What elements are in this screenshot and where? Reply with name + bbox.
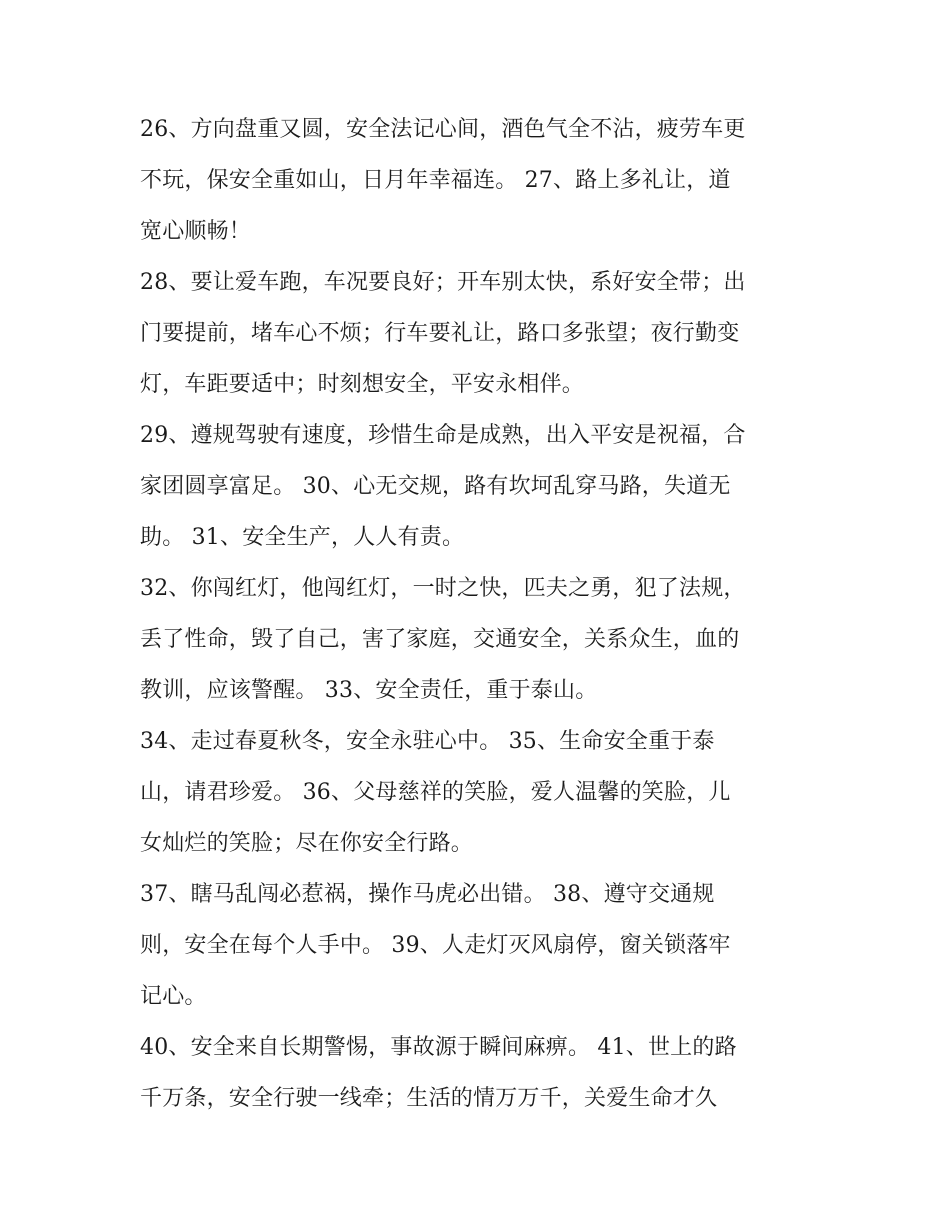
text-line: 门要提前，堵车心不烦；行车要礼让，路口多张望；夜行勤变 xyxy=(140,321,740,346)
text-line: 37、瞎马乱闯必惹祸，操作马虎必出错。 38、遵守交通规 xyxy=(140,882,715,907)
text-line: 宽心顺畅！ xyxy=(140,219,252,244)
paragraph-34-36 xyxy=(140,716,830,869)
text-line: 则，安全在每个人手中。 39、人走灯灭风扇停，窗关锁落牢 xyxy=(140,933,731,958)
document-body xyxy=(140,104,830,1124)
text-line: 28、要让爱车跑，车况要良好；开车别太快，系好安全带；出 xyxy=(140,270,746,295)
text-line: 34、走过春夏秋冬，安全永驻心中。 35、生命安全重于泰 xyxy=(140,729,715,754)
paragraph-40-41 xyxy=(140,1022,830,1124)
text-line: 26、方向盘重又圆，安全法记心间，酒色气全不沾，疲劳车更 xyxy=(140,117,746,142)
text-line: 千万条，安全行驶一线牵；生活的情万万千，关爱生命才久 xyxy=(140,1086,718,1111)
paragraph-29-31 xyxy=(140,410,830,563)
paragraph-32-33 xyxy=(140,563,830,716)
text-line: 山，请君珍爱。 36、父母慈祥的笑脸，爱人温馨的笑脸，儿 xyxy=(140,780,731,805)
text-line: 记心。 xyxy=(140,984,207,1009)
text-line: 不玩，保安全重如山，日月年幸福连。 27、路上多礼让，道 xyxy=(140,168,731,193)
paragraph-37-39 xyxy=(140,869,830,1022)
paragraph-28 xyxy=(140,257,830,410)
text-line: 40、安全来自长期警惕，事故源于瞬间麻痹。 41、世上的路 xyxy=(140,1035,737,1060)
text-line: 教训，应该警醒。 33、安全责任，重于泰山。 xyxy=(140,678,598,703)
paragraph-26-27 xyxy=(140,104,830,257)
text-line: 灯，车距要适中；时刻想安全，平安永相伴。 xyxy=(140,372,585,397)
text-line: 家团圆享富足。 30、心无交规，路有坎坷乱穿马路，失道无 xyxy=(140,474,731,499)
text-line: 29、遵规驾驶有速度，珍惜生命是成熟，出入平安是祝福，合 xyxy=(140,423,746,448)
text-line: 丢了性命，毁了自己，害了家庭，交通安全，关系众生，血的 xyxy=(140,627,740,652)
text-line: 32、你闯红灯，他闯红灯，一时之快，匹夫之勇，犯了法规， xyxy=(140,576,746,601)
text-line: 女灿烂的笑脸；尽在你安全行路。 xyxy=(140,831,474,856)
text-line: 助。 31、安全生产，人人有责。 xyxy=(140,525,465,550)
